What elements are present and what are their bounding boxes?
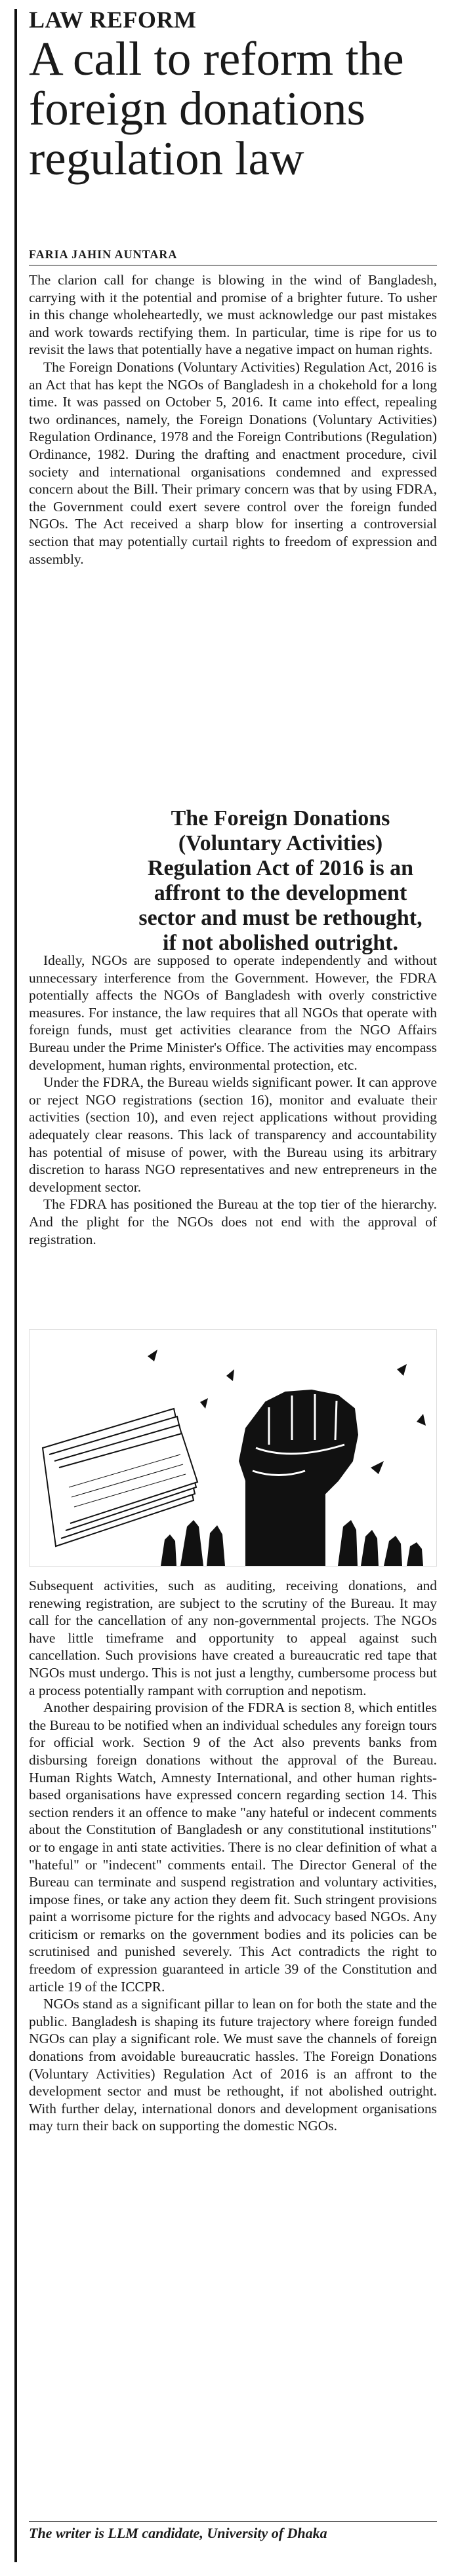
- article-headline: A call to reform the foreign donations regulation law: [29, 32, 404, 185]
- article-illustration: [29, 1329, 437, 1567]
- paragraph: Another despairing provision of the FDRA is section 8, which entitles the Bureau to be notified when an individual schedules any foreign tours for official work. Section 9 of the Act also prevents banks from disbursing foreign donations without the approval of the Bureau. Human Rights Watch, Amnesty International, and other human rights-based organisations have expressed concern regarding section 14. This section renders it an offence to make "any hateful or indecent comments about the Constitution of Bangladesh or any constitutional institutions" or to engage in anti state activities. There is no clear definition of what a "hateful" or "indecent" comments entail. The Director General of the Bureau can terminate and suspend registration and voluntary activities, impose fines, or take any action they deem fit. Such stringent provisions paint a worrisome picture for the rights and advocacy based NGOs. Any criticism or remarks on the government bodies and its policies can be scrutinised and punished severely. This Act contradicts the right to freedom of expression guaranteed in article 39 of the Constitution and article 19 of the ICCPR.: [29, 1700, 437, 1995]
- left-column-rule: [14, 9, 17, 2562]
- footer-divider: [29, 2521, 437, 2522]
- paragraph: The clarion call for change is blowing in the wind of Bangladesh, carrying with it the potential and promise of a brighter future. To usher in this change wholeheartedly, we must acknowledge our past mistakes and work towards rectifying them. In particular, time is ripe for us to revisit the laws that potentially have a negative impact on human rights.: [29, 272, 437, 358]
- paragraph: The FDRA has positioned the Bureau at the top tier of the hierarchy. And the plight for the NGOs does not end with the approval of registration.: [29, 1196, 437, 1247]
- author-footnote: The writer is LLM candidate, University of Dhaka: [29, 2525, 327, 2541]
- article-body-section-3: [29, 1577, 437, 2135]
- paragraph: The Foreign Donations (Voluntary Activities) Regulation Act, 2016 is an Act that has kept the NGOs of Bangladesh in a chokehold for a long time. It was passed on October 5, 2016. It came into effect, repealing two ordinances, namely, the Foreign Donations (Voluntary Activities) Regulation Ordinance, 1978 and the Foreign Contributions (Regulation) Ordinance, 1982. During the drafting and enactment procedure, civil society and international organisations condemned and expressed concern about the Bill. Their primary concern was that by using FDRA, the Government could exert severe control over the foreign funded NGOs. The Act received a sharp blow for inserting a controversial section that may potentially curtail rights to freedom of expression and assembly.: [29, 359, 437, 567]
- paragraph: NGOs stand as a significant pillar to lean on for both the state and the public. Bangladesh is shaping its future trajectory where foreign funded NGOs can play a significant role. We must save the channels of foreign donations from avoidable bureaucratic hassles. The Foreign Donations (Voluntary Activities) Regulation Act of 2016 is an affront to the development sector and must be rethought, if not abolished outright. With further delay, international donors and development organisations may turn their back on supporting the domestic NGOs.: [29, 1996, 437, 2134]
- article-body-section-2: [29, 952, 437, 1248]
- pull-quote: The Foreign Donations (Voluntary Activities) Regulation Act of 2016 is an affront to the development sector and must be rethought, if not abolished outright.: [138, 806, 423, 955]
- section-kicker: LAW REFORM: [29, 7, 197, 33]
- paragraph: Subsequent activities, such as auditing, receiving donations, and renewing registration, are subject to the scrutiny of the Bureau. It may call for the cancellation of any non-governmental projects. The NGOs have little timeframe and opportunity to appeal against such cancellation. Such provisions have created a bureaucratic red tape that NGOs must undergo. This is not just a lengthy, cumbersome process but a process potentially rampant with corruption and nepotism.: [29, 1578, 437, 1698]
- raised-fist-icon: [30, 1330, 436, 1566]
- paragraph: Under the FDRA, the Bureau wields significant power. It can approve or reject NGO registrations (section 16), monitor and evaluate their activities (section 10), and even reject applications without providing adequately clear reasons. This lack of transparency and accountability has potential of misuse of power, with the Bureau using its arbitrary discretion to harass NGO representatives and new entrepreneurs in the development sector.: [29, 1074, 437, 1195]
- article-body-section-1: [29, 271, 437, 568]
- author-byline: FARIA JAHIN AUNTARA: [29, 248, 178, 261]
- paragraph: Ideally, NGOs are supposed to operate independently and without unnecessary interference from the Government. However, the FDRA potentially affects the NGOs of Bangladesh with overly constrictive measures. For instance, the law requires that all NGOs that operate with foreign funds, must get activities clearance from the NGO Affairs Bureau under the Prime Minister's Office. The activities may encompass development, human rights, environmental protection, etc.: [29, 952, 437, 1073]
